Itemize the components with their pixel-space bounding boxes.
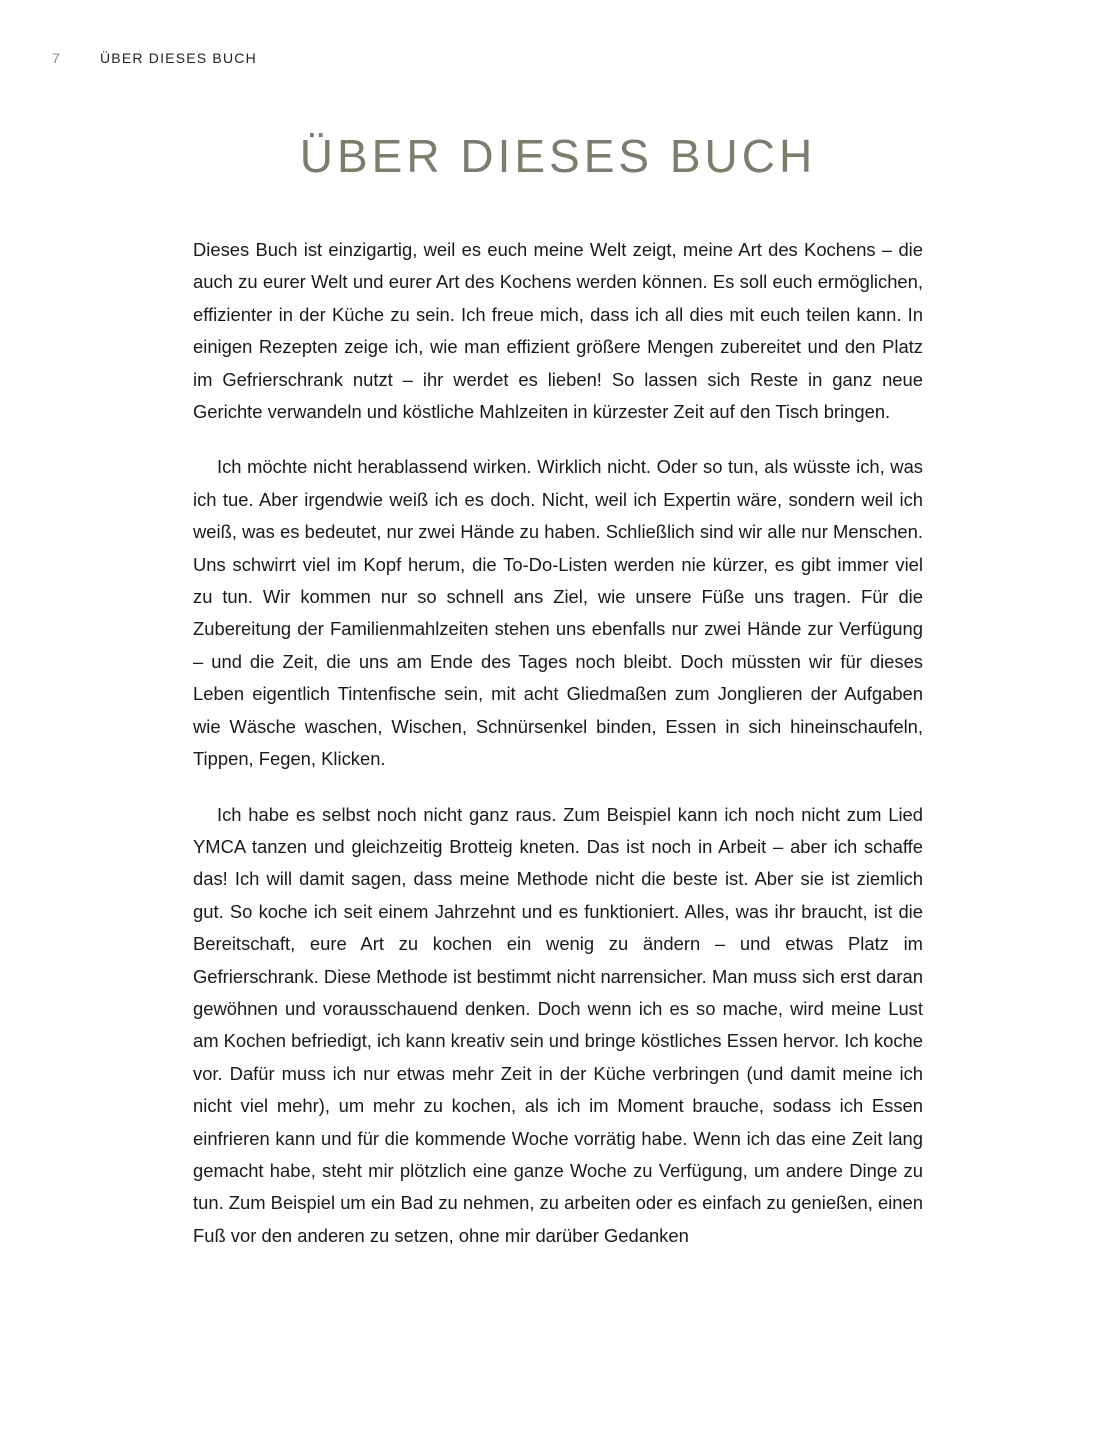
paragraph: Ich möchte nicht herablassend wirken. Wirklich nicht. Oder so tun, als wüsste ich, was ich tue. Aber irgendwie weiß ich es doch. Nicht, weil ich Expertin wäre, sondern weil ich weiß, was es bedeutet, nur zwei Hände zu haben. Schließlich sind wir alle nur Menschen. Uns schwirrt viel im Kopf herum, die To-Do-Listen werden nie kürzer, es gibt immer viel zu tun. Wir kommen nur so schnell ans Ziel, wie unsere Füße uns tragen. Für die Zubereitung der Familienmahlzeiten stehen uns ebenfalls nur zwei Hände zur Verfügung – und die Zeit, die uns am Ende des Tages noch bleibt. Doch müssten wir für dieses Leben eigentlich Tintenfische sein, mit acht Gliedmaßen zum Jonglieren der Aufgaben wie Wäsche waschen, Wischen, Schnürsenkel binden, Essen in sich hineinschaufeln, Tippen, Fegen, Klicken. <box>193 456 923 770</box>
paragraph: Dieses Buch ist einzigartig, weil es euch meine Welt zeigt, meine Art des Kochens – die auch zu eurer Welt und eurer Art des Kochens werden können. Es soll euch ermöglichen, effizienter in der Küche zu sein. Ich freue mich, dass ich all dies mit euch teilen kann. In einigen Rezepten zeige ich, wie man effizient größere Mengen zubereitet und den Platz im Gefrierschrank nutzt – ihr werdet es lieben! So lassen sich Reste in ganz neue Gerichte verwandeln und köstliche Mahlzeiten in kürzester Zeit auf den Tisch bringen. <box>193 239 923 423</box>
running-title: ÜBER DIESES BUCH <box>100 50 257 66</box>
page-number: 7 <box>52 50 61 66</box>
chapter-title: ÜBER DIESES BUCH <box>299 130 817 182</box>
body-text <box>193 234 923 1275</box>
running-header <box>52 48 257 68</box>
paragraph: Ich habe es selbst noch nicht ganz raus. Zum Beispiel kann ich noch nicht zum Lied YMCA tanzen und gleichzeitig Brotteig kneten. Das ist noch in Arbeit – aber ich schaffe das! Ich will damit sagen, dass meine Methode nicht die beste ist. Aber sie ist ziemlich gut. So koche ich seit einem Jahrzehnt und es funktioniert. Alles, was ihr braucht, ist die Bereitschaft, eure Art zu kochen ein wenig zu ändern – und etwas Platz im Gefrierschrank. Diese Methode ist bestimmt nicht narrensicher. Man muss sich erst daran gewöhnen und vorausschauend denken. Doch wenn ich es so mache, wird meine Lust am Kochen befriedigt, ich kann kreativ sein und bringe köstliches Essen hervor. Ich koche vor. Dafür muss ich nur etwas mehr Zeit in der Küche verbringen (und damit meine ich nicht viel mehr), um mehr zu kochen, als ich im Moment brauche, sodass ich Essen einfrieren kann und für die kommende Woche vorrätig habe. Wenn ich das eine Zeit lang gemacht habe, steht mir plötzlich eine ganze Woche zu Verfügung, um andere Dinge zu tun. Zum Beispiel um ein Bad zu nehmen, zu arbeiten oder es einfach zu genießen, einen Fuß vor den anderen zu setzen, ohne mir darüber Gedanken <box>193 803 923 1246</box>
